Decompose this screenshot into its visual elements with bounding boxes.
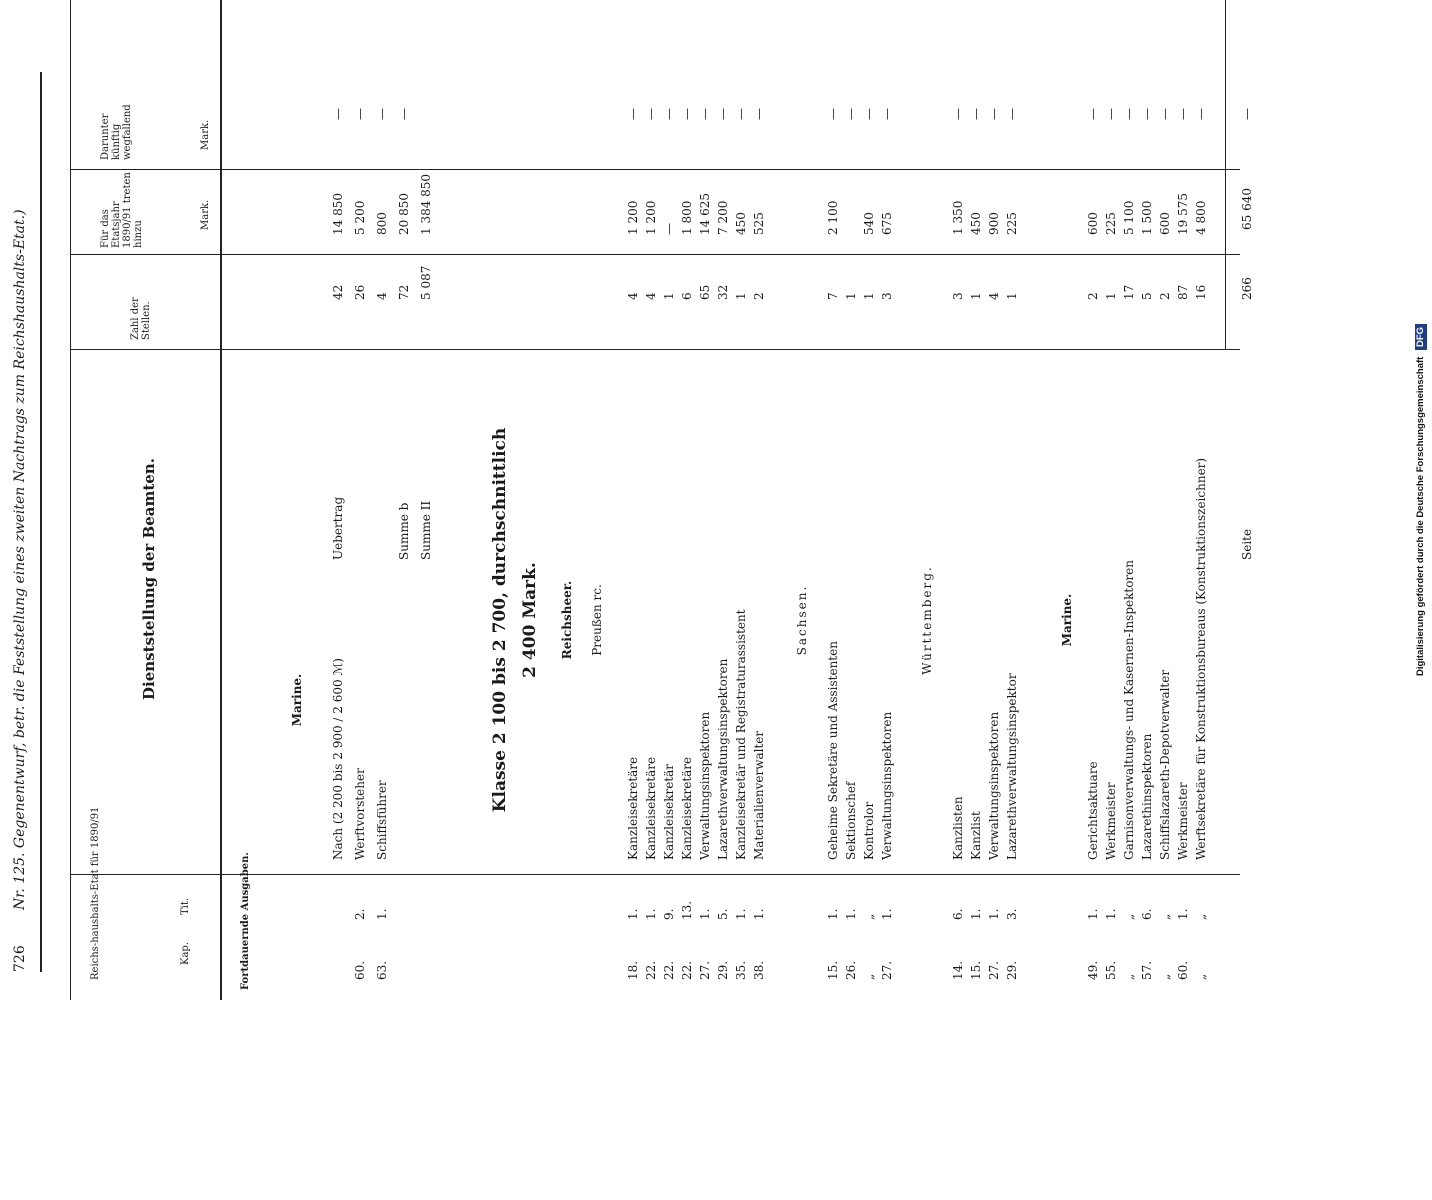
note-cell: Summe II [419, 500, 433, 560]
kw-cell: — [626, 108, 640, 120]
kap-cell: 27. [880, 960, 894, 980]
kw-cell: — [1104, 108, 1118, 120]
tit-cell: 1. [375, 908, 389, 920]
kap-cell: 22. [662, 960, 676, 980]
kap-cell: 38. [752, 960, 766, 980]
betrag-cell: 1 350 [951, 200, 965, 235]
betrag-cell: 4 800 [1194, 200, 1208, 235]
tit-cell: 1. [752, 908, 766, 920]
section-marine-top: Marine. [290, 673, 304, 727]
kw-cell: — [397, 108, 411, 120]
tit-cell: „ [1158, 913, 1172, 920]
zahl-cell: 1 [734, 292, 748, 300]
table-row [330, 0, 346, 1000]
label-cell: Verwaltungsinspektoren [698, 711, 712, 860]
tit-cell: 13. [680, 900, 694, 920]
label-cell: Schiffslazareth-Depotverwalter [1158, 669, 1172, 860]
betrag-cell: 600 [1086, 212, 1100, 235]
label-cell: Werkmeister [1176, 782, 1190, 860]
kw-cell: — [375, 108, 389, 120]
seite-betrag: 65 640 [1240, 188, 1254, 230]
zahl-cell: 2 [752, 292, 766, 300]
zahl-cell: 1 [844, 292, 858, 300]
zahl-cell: 6 [680, 292, 694, 300]
table-row [1004, 0, 1020, 1000]
kw-cell: — [331, 108, 345, 120]
table-row [1121, 0, 1137, 1000]
tit-cell: 1. [644, 908, 658, 920]
betrag-cell: 19 575 [1176, 193, 1190, 235]
betrag-cell: 1 200 [644, 200, 658, 235]
betrag-cell: 450 [969, 212, 983, 235]
betrag-cell: 14 850 [331, 193, 345, 235]
note-cell: Summe b [397, 502, 411, 560]
table-row [396, 0, 412, 1000]
label-cell: Werkmeister [1104, 782, 1118, 860]
zahl-cell: 65 [698, 284, 712, 300]
kw-cell: — [862, 108, 876, 120]
betrag-cell: 525 [752, 212, 766, 235]
kap-cell: 29. [1005, 960, 1019, 980]
kw-cell: — [734, 108, 748, 120]
kw-cell: — [987, 108, 1001, 120]
tit-cell: 1. [1176, 908, 1190, 920]
col-header-betrag-unit: Mark. [200, 199, 211, 230]
zahl-cell: 42 [331, 284, 345, 300]
tit-cell: 1. [1086, 908, 1100, 920]
tit-cell: 5. [716, 908, 730, 920]
zahl-cell: 2 [1086, 292, 1100, 300]
tit-cell: 1. [969, 908, 983, 920]
table-row [697, 0, 713, 1000]
label-cell: Kanzlisten [951, 796, 965, 860]
table-row [879, 0, 895, 1000]
section-fortdauernde: Fortdauernde Ausgaben. [240, 852, 251, 990]
tit-cell: „ [1122, 913, 1136, 920]
betrag-cell: 14 625 [698, 193, 712, 235]
kap-cell: 26. [844, 960, 858, 980]
table-row [986, 0, 1002, 1000]
dfg-text: Digitalisierung gefördert durch die Deutsche Forschungsgemeinschaft [1415, 356, 1426, 677]
betrag-cell: 1 200 [626, 200, 640, 235]
tit-cell: 1. [880, 908, 894, 920]
col-header-dienst: Dienststellung der Beamten. [140, 458, 158, 700]
kap-cell: 60. [1176, 960, 1190, 980]
kap-cell: 29. [716, 960, 730, 980]
kw-cell: — [644, 108, 658, 120]
table-row [352, 0, 368, 1000]
zahl-cell: 87 [1176, 284, 1190, 300]
tit-cell: 3. [1005, 908, 1019, 920]
label-cell: Kanzleisekretär und Registraturassistent [734, 609, 748, 860]
zahl-cell: 4 [375, 292, 389, 300]
col-header-betrag: Für das Etatsjahr 1890/91 treten hinzu [100, 172, 144, 248]
zahl-cell: 26 [353, 284, 367, 300]
zahl-cell: 32 [716, 284, 730, 300]
betrag-cell: 20 850 [397, 193, 411, 235]
zahl-cell: 16 [1194, 284, 1208, 300]
label-cell: Kontrolor [862, 801, 876, 860]
seite-label: Seite [1240, 528, 1254, 560]
label-cell: Verwaltungsinspektoren [880, 711, 894, 860]
zahl-cell: 3 [951, 292, 965, 300]
kw-cell: — [969, 108, 983, 120]
betrag-cell: 1 384 850 [419, 173, 433, 235]
tit-cell: 1. [987, 908, 1001, 920]
betrag-cell: 225 [1005, 212, 1019, 235]
kw-cell: — [662, 108, 676, 120]
tit-cell: 1. [734, 908, 748, 920]
betrag-cell: 900 [987, 212, 1001, 235]
tit-cell: 1. [844, 908, 858, 920]
kap-cell: „ [1158, 973, 1172, 980]
kap-cell: 15. [969, 960, 983, 980]
kap-cell: 63. [375, 960, 389, 980]
section-preussen: Preußen rc. [590, 584, 604, 656]
kap-cell: 27. [987, 960, 1001, 980]
kw-cell: — [698, 108, 712, 120]
table-row [733, 0, 749, 1000]
label-cell: Lazarethverwaltungsinspektor [1005, 673, 1019, 860]
kw-cell: — [1122, 108, 1136, 120]
betrag-cell: 450 [734, 212, 748, 235]
col-header-etat: Reichs-haushalts-Etat für 1890/91 [90, 806, 101, 980]
label-cell: Nach (2 200 bis 2 900 / 2 600 ℳ) [331, 658, 345, 860]
kw-cell: — [680, 108, 694, 120]
col-header-kw: Darunter künftig wegfallend [100, 104, 133, 160]
zahl-cell: 1 [969, 292, 983, 300]
betrag-cell: 5 100 [1122, 200, 1136, 235]
col-header-tit: Tit. [180, 897, 191, 915]
tit-cell: „ [1194, 913, 1208, 920]
kap-cell: „ [862, 973, 876, 980]
seite-kw: — [1240, 108, 1254, 120]
label-cell: Kanzlist [969, 811, 983, 860]
zahl-cell: 4 [987, 292, 1001, 300]
table-row [751, 0, 767, 1000]
section-wuerttemberg: Württemberg. [920, 565, 934, 675]
tit-cell: 6. [1140, 908, 1154, 920]
label-cell: Lazarethinspektoren [1140, 733, 1154, 860]
kw-cell: — [1140, 108, 1154, 120]
kw-cell: — [880, 108, 894, 120]
kap-cell: 57. [1140, 960, 1154, 980]
zahl-cell: 72 [397, 284, 411, 300]
label-cell: Schiffsführer [375, 780, 389, 860]
kap-cell: 27. [698, 960, 712, 980]
kw-cell: — [1005, 108, 1019, 120]
kw-cell: — [1158, 108, 1172, 120]
kw-cell: — [716, 108, 730, 120]
table-row [843, 0, 859, 1000]
betrag-cell: 675 [880, 212, 894, 235]
label-cell: Kanzleisekretäre [680, 756, 694, 860]
tit-cell: 1. [826, 908, 840, 920]
col-header-kw-unit: Mark. [200, 119, 211, 150]
kw-cell: — [1086, 108, 1100, 120]
seite-zahl: 266 [1240, 277, 1254, 300]
label-cell: Lazarethverwaltungsinspektoren [716, 658, 730, 860]
label-cell: Sektionschef [844, 781, 858, 860]
label-cell: Verwaltungsinspektoren [987, 711, 1001, 860]
table-row [1175, 0, 1191, 1000]
zahl-cell: 1 [662, 292, 676, 300]
kw-cell: — [1194, 108, 1208, 120]
zahl-cell: 4 [626, 292, 640, 300]
dfg-logo: DFG [1415, 324, 1427, 350]
kw-cell: — [353, 108, 367, 120]
kap-cell: 49. [1086, 960, 1100, 980]
table-row [1139, 0, 1155, 1000]
kap-cell: 18. [626, 960, 640, 980]
kap-cell: „ [1194, 973, 1208, 980]
class-heading-line2: 2 400 Mark. [520, 562, 540, 678]
kap-cell: 14. [951, 960, 965, 980]
zahl-cell: 3 [880, 292, 894, 300]
label-cell: Kanzleisekretäre [644, 756, 658, 860]
kap-cell: 22. [680, 960, 694, 980]
table-row [625, 0, 641, 1000]
tit-cell: 1. [1104, 908, 1118, 920]
table-row [374, 0, 390, 1000]
page-number: 726 [12, 945, 28, 972]
label-cell: Geheime Sekretäre und Assistenten [826, 641, 840, 860]
tit-cell: „ [862, 913, 876, 920]
kap-cell: „ [1122, 973, 1136, 980]
zahl-cell: 4 [644, 292, 658, 300]
class-heading-line1: Klasse 2 100 bis 2 700, durchschnittlich [490, 427, 510, 813]
betrag-cell: 2 100 [826, 200, 840, 235]
table-row [825, 0, 841, 1000]
section-marine-bottom: Marine. [1060, 593, 1074, 647]
table-row [1157, 0, 1173, 1000]
table-row [643, 0, 659, 1000]
table-row [861, 0, 877, 1000]
table-row [968, 0, 984, 1000]
zahl-cell: 2 [1158, 292, 1172, 300]
dfg-sidebar [1410, 0, 1432, 1000]
tit-cell: 1. [698, 908, 712, 920]
zahl-cell: 5 087 [419, 265, 433, 300]
kw-cell: — [1176, 108, 1190, 120]
table-row [950, 0, 966, 1000]
section-reichsheer: Reichsheer. [560, 580, 574, 660]
label-cell: Werftsekretäre für Konstruktionsbureaus (Konstruktionszeichner) [1194, 457, 1208, 860]
kap-cell: 15. [826, 960, 840, 980]
label-cell: Garnisonverwaltungs- und Kasernen-Inspektoren [1122, 560, 1136, 860]
kw-cell: — [752, 108, 766, 120]
table-row [661, 0, 677, 1000]
label-cell: Kanzleisekretär [662, 763, 676, 860]
tit-cell: 9. [662, 908, 676, 920]
label-cell: Gerichtsaktuare [1086, 761, 1100, 860]
zahl-cell: 17 [1122, 284, 1136, 300]
kap-cell: 60. [353, 960, 367, 980]
label-cell: Werftvorsteher [353, 768, 367, 860]
table-row [715, 0, 731, 1000]
kw-cell: — [951, 108, 965, 120]
kap-cell: 35. [734, 960, 748, 980]
betrag-cell: 600 [1158, 212, 1172, 235]
betrag-cell: 7 200 [716, 200, 730, 235]
zahl-cell: 7 [826, 292, 840, 300]
table-row [1085, 0, 1101, 1000]
zahl-cell: 1 [1005, 292, 1019, 300]
betrag-cell: 540 [862, 212, 876, 235]
zahl-cell: 1 [1104, 292, 1118, 300]
kw-cell: — [844, 108, 858, 120]
tit-cell: 6. [951, 908, 965, 920]
kw-cell: — [826, 108, 840, 120]
kap-cell: 22. [644, 960, 658, 980]
note-cell: Uebertrag [331, 496, 345, 560]
table-row [1193, 0, 1209, 1000]
betrag-cell: — [662, 223, 676, 235]
col-header-zahl: Zahl der Stellen. [130, 297, 152, 340]
table-row [679, 0, 695, 1000]
zahl-cell: 1 [862, 292, 876, 300]
tit-cell: 1. [626, 908, 640, 920]
table-row [1103, 0, 1119, 1000]
tit-cell: 2. [353, 908, 367, 920]
table-row [418, 0, 434, 1000]
col-header-kap: Kap. [180, 941, 191, 965]
label-cell: Kanzleisekretäre [626, 756, 640, 860]
betrag-cell: 1 800 [680, 200, 694, 235]
section-sachsen: Sachsen. [795, 584, 809, 656]
betrag-cell: 800 [375, 212, 389, 235]
betrag-cell: 225 [1104, 212, 1118, 235]
betrag-cell: 5 200 [353, 200, 367, 235]
zahl-cell: 5 [1140, 292, 1154, 300]
label-cell: Materialienverwalter [752, 730, 766, 860]
betrag-cell: 1 500 [1140, 200, 1154, 235]
page-title: Nr. 125. Gegenentwurf, betr. die Feststellung eines zweiten Nachtrags zum Reichshaushalts-Etat.) [12, 209, 28, 910]
kap-cell: 55. [1104, 960, 1118, 980]
